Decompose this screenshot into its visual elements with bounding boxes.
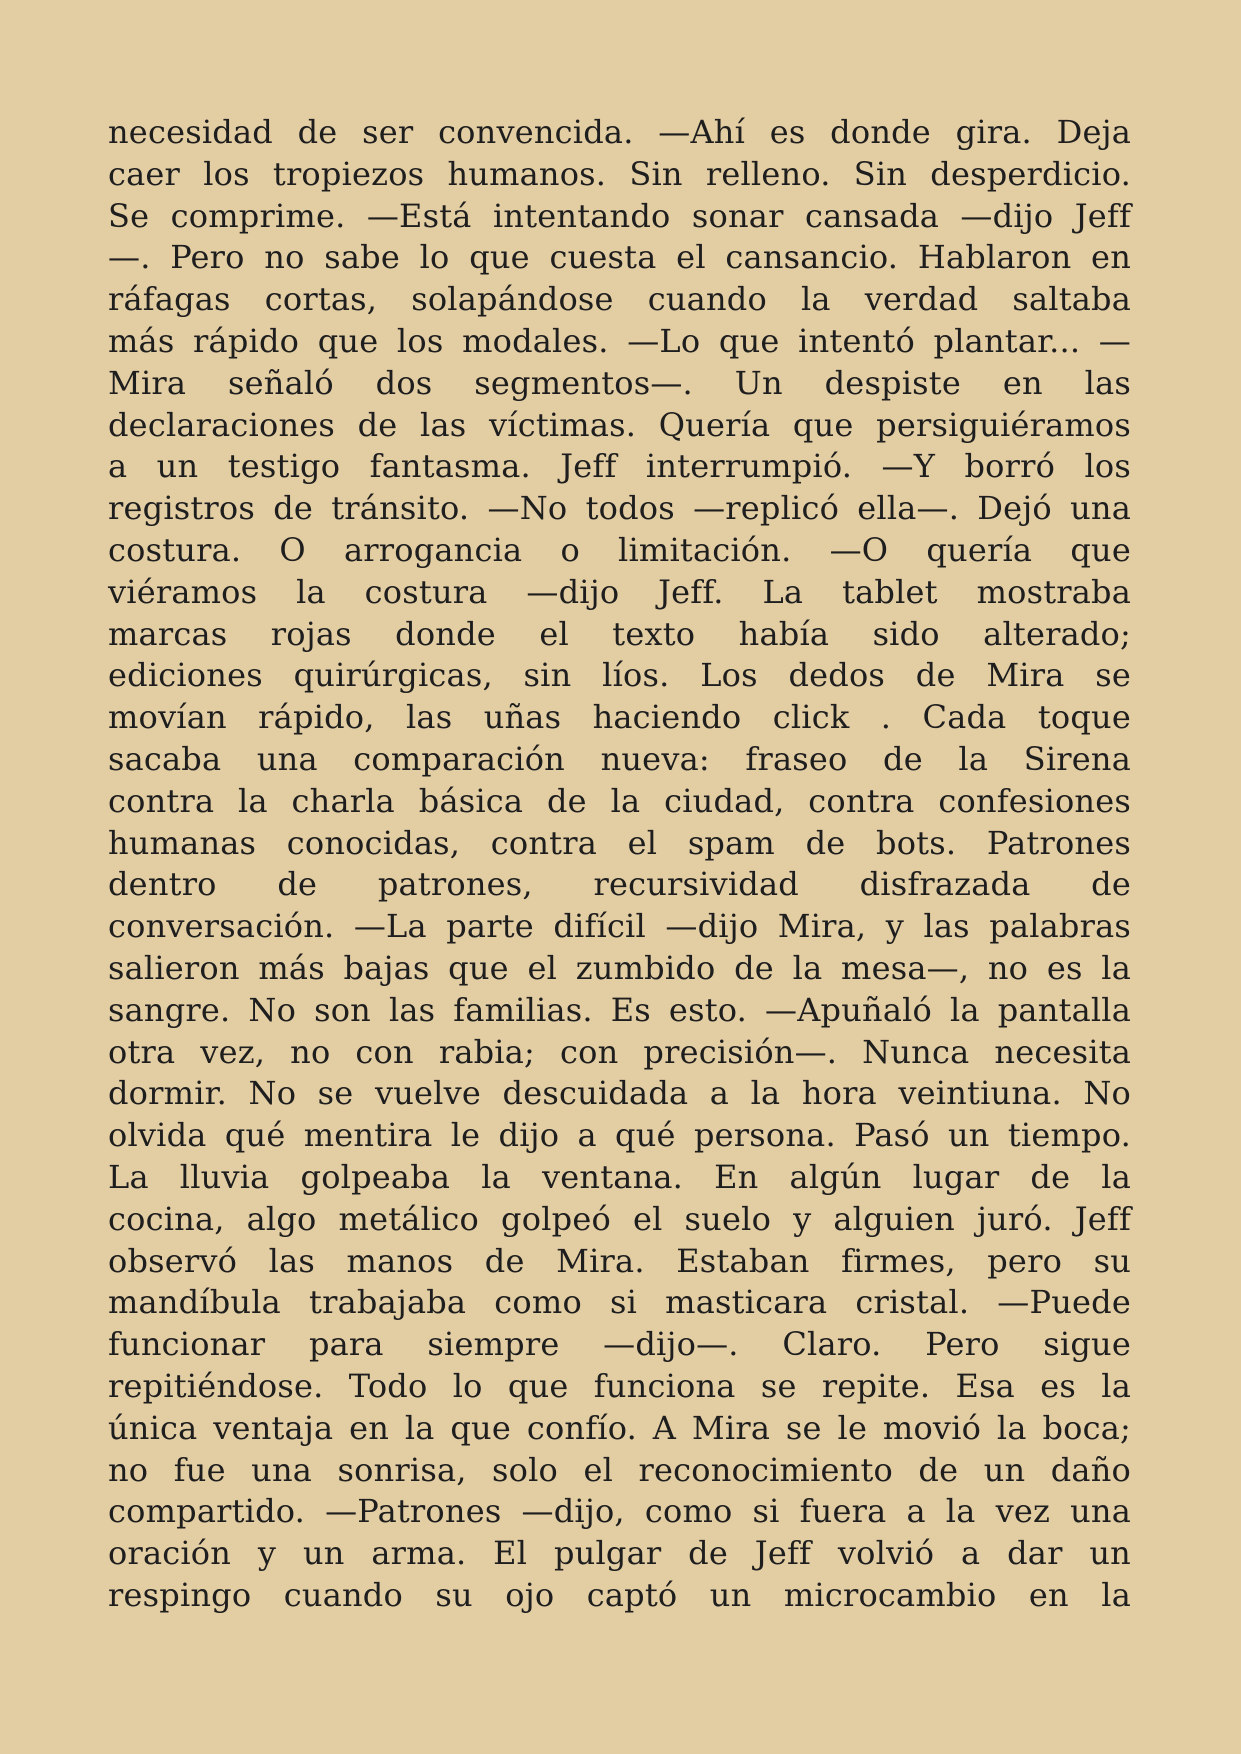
text-line: —. Pero no sabe lo que cuesta el cansancio. Hablaron en xyxy=(108,238,1131,277)
text-line: contra la charla básica de la ciudad, contra confesiones xyxy=(108,781,1131,820)
text-line: Se comprime. —Está intentando sonar cansada —dijo Jeff xyxy=(108,196,1131,235)
text-line: salieron más bajas que el zumbido de la mesa—, no es la xyxy=(108,948,1131,987)
text-line: caer los tropiezos humanos. Sin relleno. Sin desperdicio. xyxy=(108,154,1131,193)
text-line: sangre. No son las familias. Es esto. —Apuñaló la pantalla xyxy=(108,990,1131,1029)
text-line: ediciones quirúrgicas, sin líos. Los dedos de Mira se xyxy=(108,656,1131,695)
text-line: dentro de patrones, recursividad disfrazada de xyxy=(108,865,1131,904)
text-line: marcas rojas donde el texto había sido alterado; xyxy=(108,614,1131,653)
text-line: Mira señaló dos segmentos—. Un despiste en las xyxy=(108,363,1131,402)
text-line: cocina, algo metálico golpeó el suelo y alguien juró. Jeff xyxy=(108,1199,1131,1238)
page-text xyxy=(108,112,1131,1617)
text-line: respingo cuando su ojo captó un microcambio en la xyxy=(108,1575,1131,1614)
text-line: sacaba una comparación nueva: fraseo de la Sirena xyxy=(108,739,1131,778)
text-line: ráfagas cortas, solapándose cuando la verdad saltaba xyxy=(108,280,1131,319)
text-line: movían rápido, las uñas haciendo click . Cada toque xyxy=(108,698,1131,737)
text-line: declaraciones de las víctimas. Quería que persiguiéramos xyxy=(108,405,1131,444)
text-line: dormir. No se vuelve descuidada a la hora veintiuna. No xyxy=(108,1074,1131,1113)
text-line: única ventaja en la que confío. A Mira se le movió la boca; xyxy=(108,1408,1131,1447)
text-line: mandíbula trabajaba como si masticara cristal. —Puede xyxy=(108,1283,1131,1322)
text-line: viéramos la costura —dijo Jeff. La tablet mostraba xyxy=(108,572,1131,611)
text-line: repitiéndose. Todo lo que funciona se repite. Esa es la xyxy=(108,1366,1131,1405)
text-line: necesidad de ser convencida. —Ahí es donde gira. Deja xyxy=(108,113,1131,151)
text-line: compartido. —Patrones —dijo, como si fuera a la vez una xyxy=(108,1492,1131,1531)
text-line: más rápido que los modales. —Lo que intentó plantar... — xyxy=(108,321,1131,360)
text-line: costura. O arrogancia o limitación. —O quería que xyxy=(108,530,1131,569)
text-line: funcionar para siempre —dijo—. Claro. Pero sigue xyxy=(108,1325,1131,1364)
text-line: otra vez, no con rabia; con precisión—. Nunca necesita xyxy=(108,1032,1131,1071)
text-line: registros de tránsito. —No todos —replicó ella—. Dejó una xyxy=(108,489,1131,528)
text-line: humanas conocidas, contra el spam de bots. Patrones xyxy=(108,823,1131,862)
text-line: a un testigo fantasma. Jeff interrumpió. —Y borró los xyxy=(108,447,1131,486)
text-line: oración y un arma. El pulgar de Jeff volvió a dar un xyxy=(108,1534,1131,1573)
text-line: no fue una sonrisa, solo el reconocimiento de un daño xyxy=(108,1450,1131,1489)
text-line: La lluvia golpeaba la ventana. En algún lugar de la xyxy=(108,1157,1131,1196)
text-line: observó las manos de Mira. Estaban firmes, pero su xyxy=(108,1241,1131,1280)
text-line: conversación. —La parte difícil —dijo Mira, y las palabras xyxy=(108,907,1131,946)
text-line: olvida qué mentira le dijo a qué persona. Pasó un tiempo. xyxy=(108,1116,1131,1155)
